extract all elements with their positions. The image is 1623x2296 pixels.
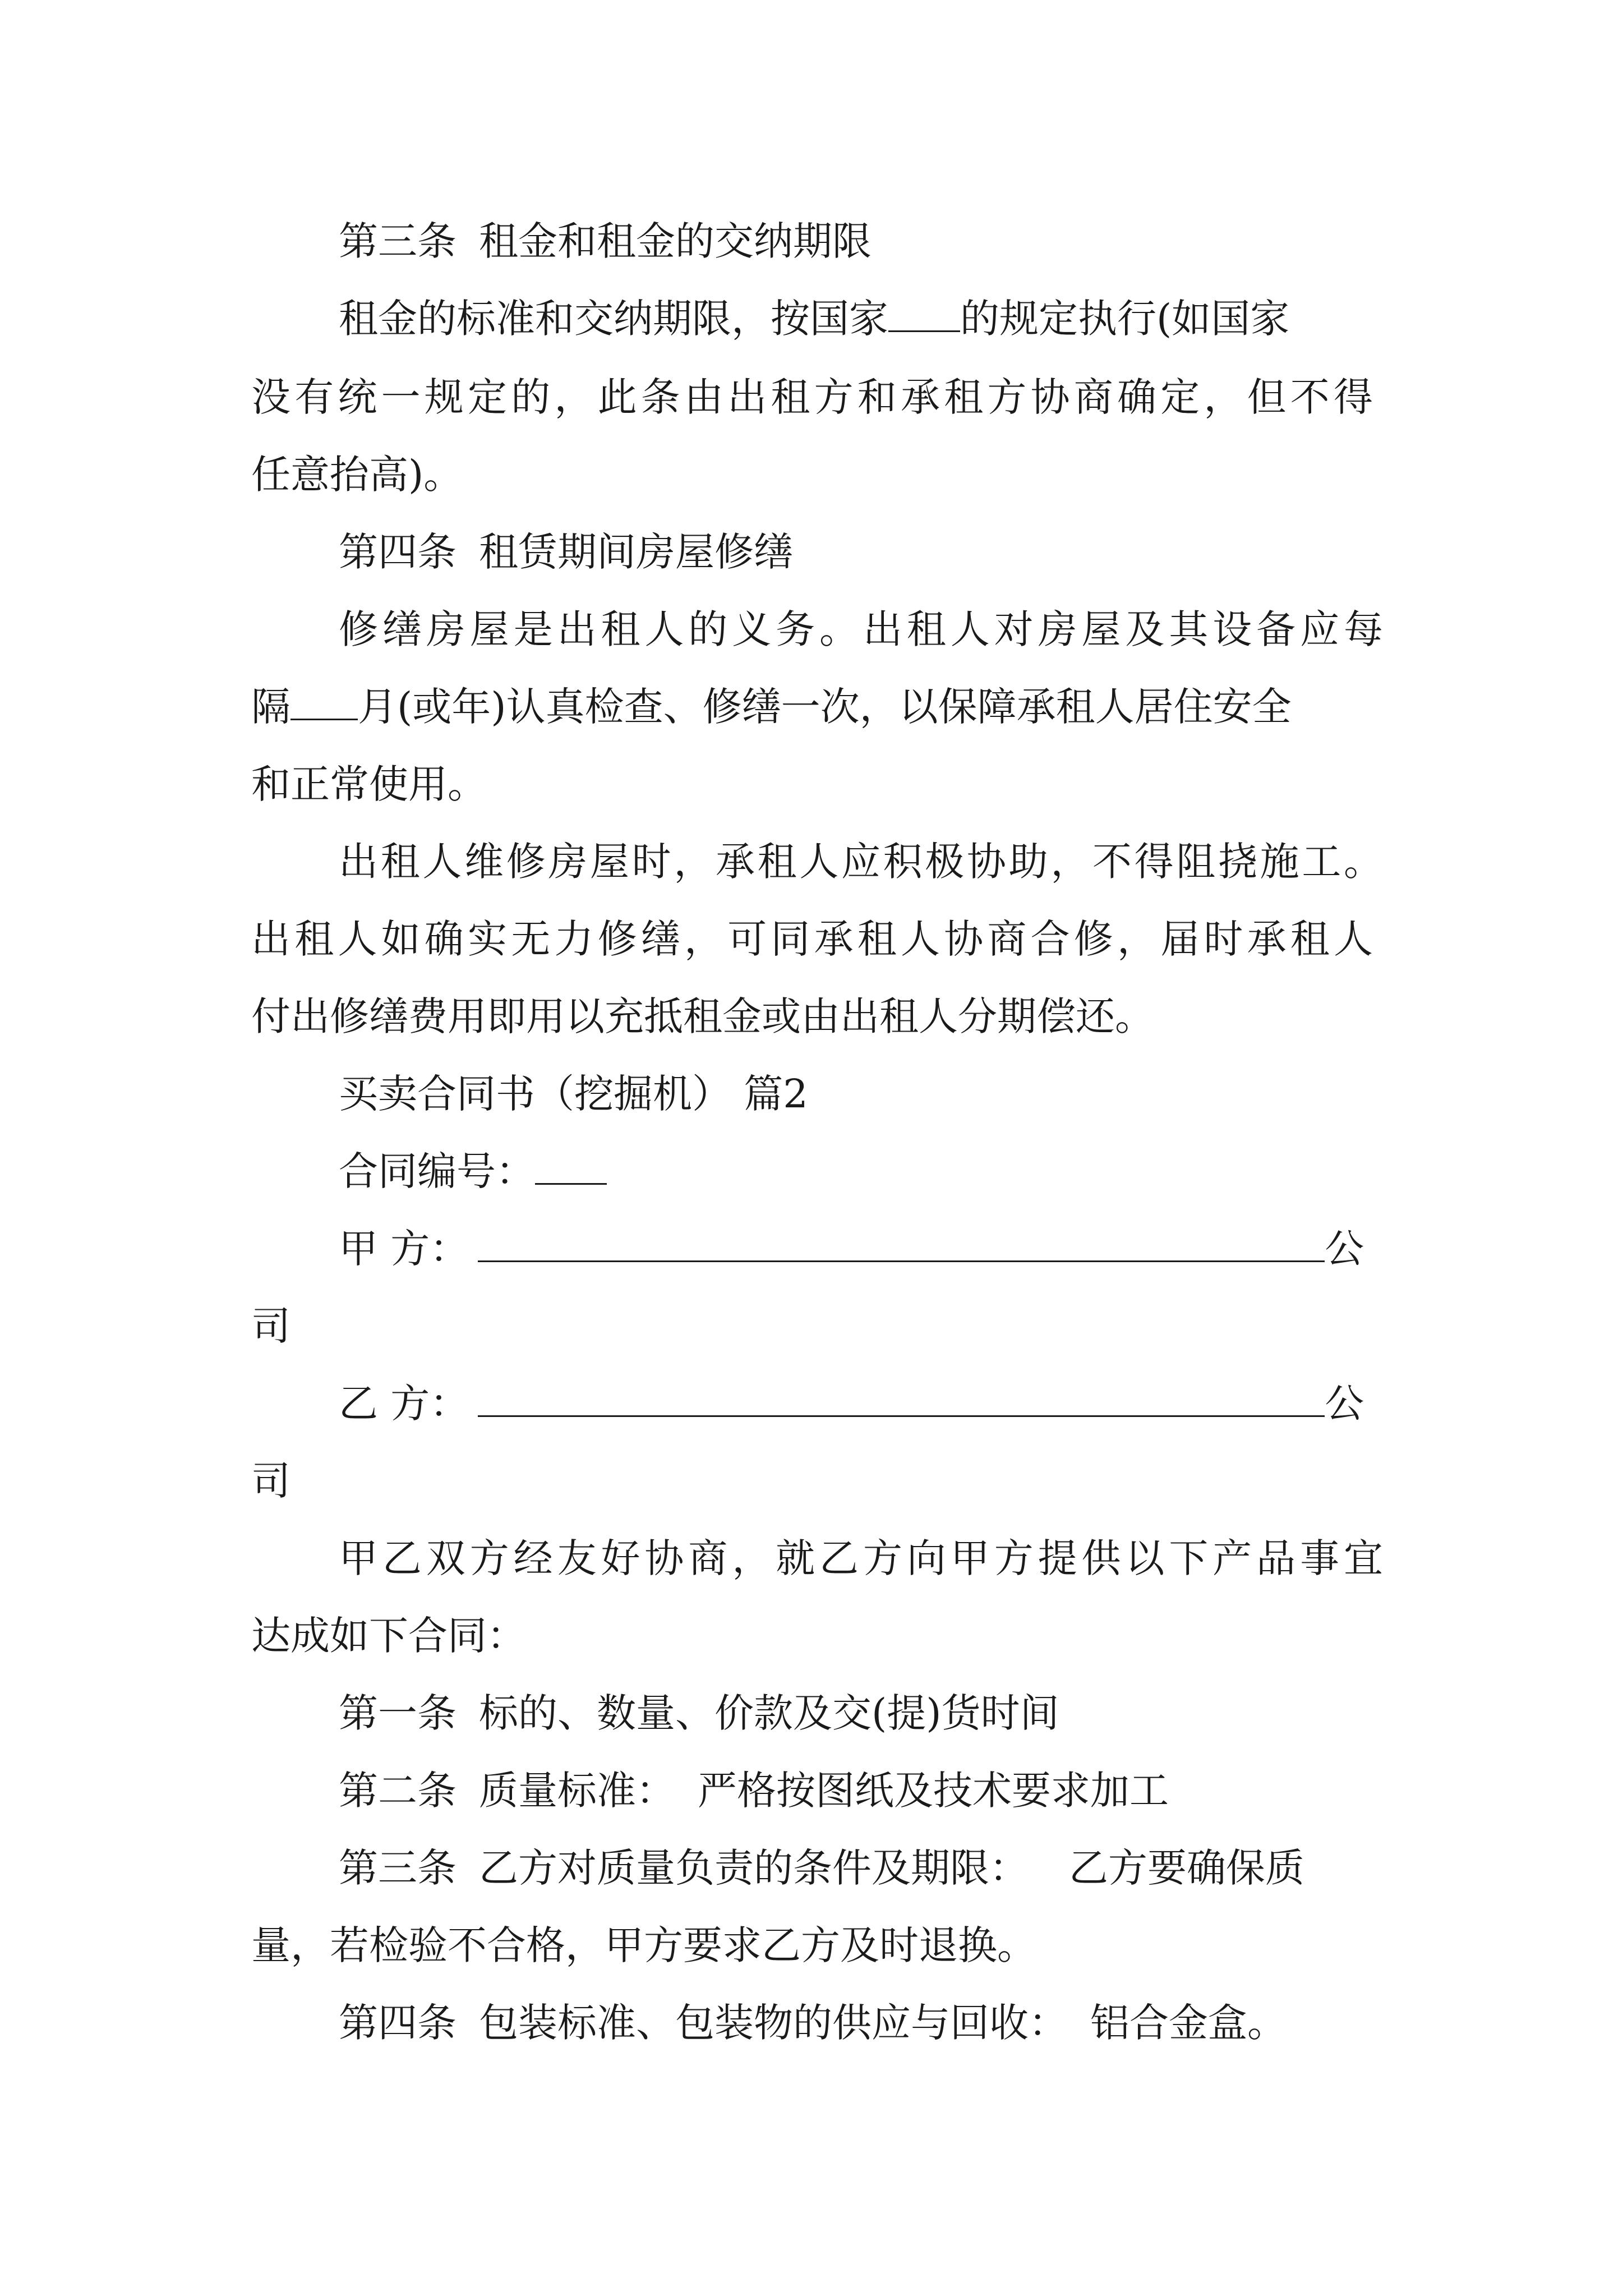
paragraph-line: 没有统一规定的，此条由出租方和承租方协商确定，但不得 [251,374,1373,420]
paragraph-line: 隔 月(或年)认真检查、修缮一次，以保障承租人居住安全 [251,684,1292,730]
article-number: 第三条 [339,218,457,264]
article-title: 租金和租金的交纳期限 [479,218,872,264]
paragraph-line: 出租人维修房屋时，承租人应积极协助，不得阻挠施工。 [339,839,1383,885]
party-a-blank [478,1228,1325,1262]
paragraph-line: 司 [251,1303,291,1349]
paragraph-line: 司 [251,1458,291,1504]
paragraph-line: 达成如下合同： [251,1613,526,1659]
party-b-blank [478,1383,1325,1417]
article-3-heading [339,213,872,269]
section-title: 买卖合同书（挖掘机） 篇2 [339,1071,808,1117]
contract-number-blank [535,1151,607,1185]
clause-3: 第三条 乙方对质量负责的条件及期限： 乙方要确保质 [339,1845,1304,1891]
party-b-line: 乙 方： 公 [339,1381,1364,1427]
contract-number-line: 合同编号： [339,1143,607,1199]
clause-1: 第一条 标的、数量、价款及交(提)货时间 [339,1690,1059,1736]
paragraph-line: 量，若检验不合格，甲方要求乙方及时退换。 [251,1922,1036,1968]
clause-2: 第二条 质量标准： 严格按图纸及技术要求加工 [339,1768,1169,1814]
paragraph-line: 和正常使用。 [251,761,487,807]
paragraph-line: 出租人如确实无力修缮，可同承租人协商合修，届时承租人 [251,916,1373,962]
paragraph-line: 甲乙双方经友好协商，就乙方向甲方提供以下产品事宜 [339,1535,1383,1581]
clause-4: 第四条 包装标准、包装物的供应与回收： 铝合金盒。 [339,2000,1287,2046]
paragraph-line: 修缮房屋是出租人的义务。出租人对房屋及其设备应每 [339,606,1383,652]
paragraph-line: 租金的标准和交纳期限，按国家 的规定执行(如国家 [339,296,1290,342]
paragraph-line: 任意抬高)。 [251,452,463,498]
paragraph-line: 付出修缮费用即用以充抵租金或由出租人分期偿还。 [251,993,1154,1039]
article-number: 第四条 [339,529,457,575]
article-title: 租赁期间房屋修缮 [479,529,793,575]
article-4-heading [339,524,793,580]
party-a-line: 甲 方： 公 [339,1226,1364,1272]
fill-in-blank [888,298,960,332]
fill-in-blank [291,686,358,720]
